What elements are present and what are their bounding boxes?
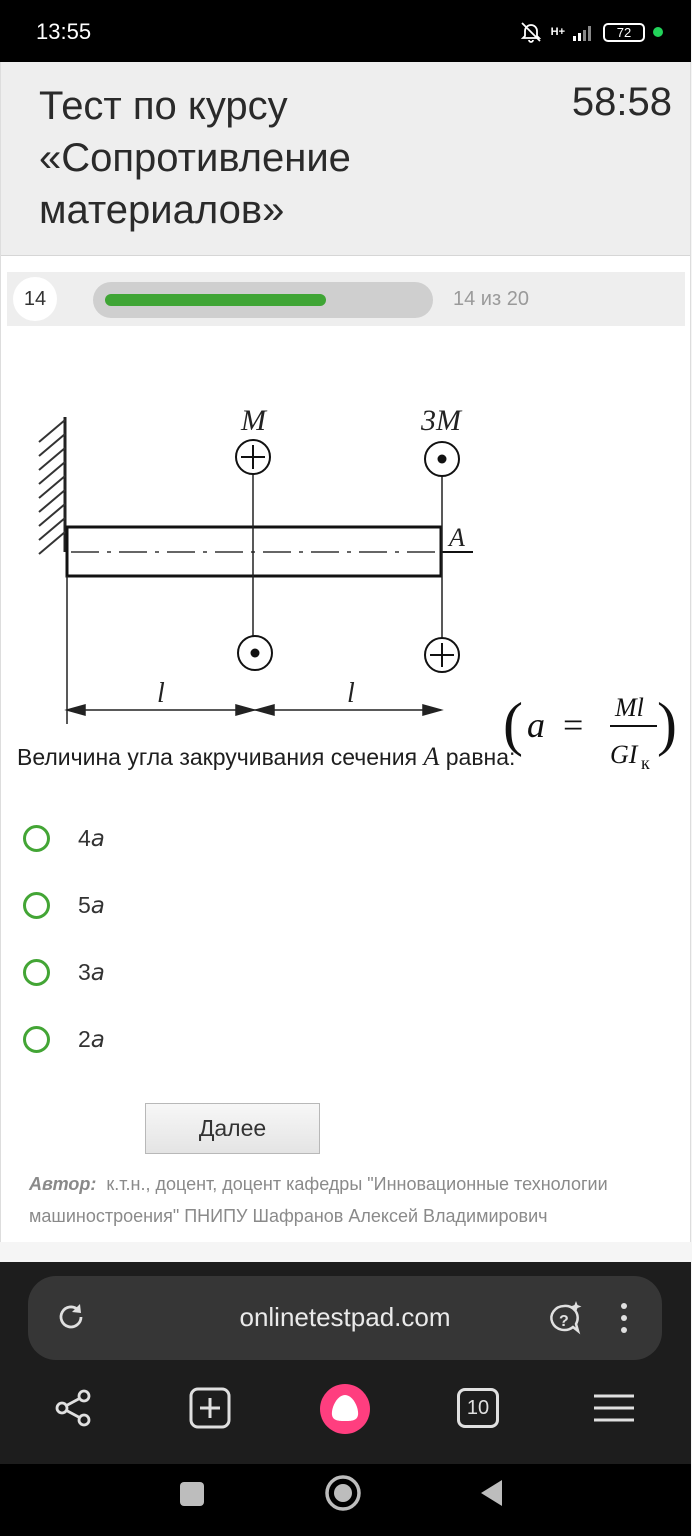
- radio-button[interactable]: [23, 825, 50, 852]
- status-bar: [0, 0, 691, 62]
- privacy-indicator-icon: [653, 27, 663, 37]
- url-text[interactable]: onlinetestpad.com: [239, 1302, 451, 1332]
- test-page: [0, 62, 691, 1242]
- home-icon[interactable]: [324, 1474, 362, 1512]
- label-length-left: l: [157, 678, 165, 709]
- progress-fill: [105, 294, 326, 306]
- svg-text:): ): [657, 691, 677, 757]
- status-time: 13:55: [36, 19, 92, 44]
- progress-row: [7, 272, 685, 326]
- answer-option-3[interactable]: [23, 952, 105, 992]
- countdown-timer: 58:58: [571, 80, 672, 124]
- label-moment-m: M: [241, 404, 266, 437]
- alice-assistant-icon[interactable]: [318, 1382, 372, 1436]
- reaction-into-page-icon: [425, 638, 459, 672]
- answer-option-4[interactable]: [23, 1019, 105, 1059]
- answer-label: 2a: [78, 1025, 105, 1053]
- share-icon[interactable]: [52, 1386, 96, 1430]
- ai-assistant-icon[interactable]: [544, 1298, 584, 1338]
- svg-text:GI: GI: [610, 740, 638, 769]
- title-line-3: материалов»: [39, 188, 285, 232]
- hamburger-menu-icon[interactable]: [592, 1386, 636, 1430]
- svg-text:(: (: [503, 691, 523, 757]
- more-menu-icon[interactable]: [614, 1300, 634, 1336]
- answer-label: 5a: [78, 891, 105, 919]
- svg-text:Ml: Ml: [615, 693, 644, 722]
- author-text: к.т.н., доцент, доцент кафедры "Инновационные технологии машиностроения" ПНИПУ Шафранов Алексей Владимирович: [29, 1174, 608, 1226]
- radio-button[interactable]: [23, 959, 50, 986]
- label-moment-3m: 3M: [421, 404, 461, 437]
- address-bar[interactable]: [28, 1276, 662, 1360]
- title-line-2: «Сопротивление: [39, 136, 351, 180]
- author-label: Автор:: [29, 1174, 97, 1194]
- next-button[interactable]: Далее: [145, 1103, 320, 1154]
- formula-definition: [503, 691, 677, 773]
- status-icons: [519, 18, 663, 46]
- bell-muted-icon: [519, 20, 543, 44]
- title-line-1: Тест по курсу: [39, 84, 288, 128]
- svg-text:a: a: [527, 705, 545, 745]
- question-var: A: [423, 742, 440, 771]
- question-text: Величина угла закручивания сечения A равна:: [17, 742, 516, 771]
- answer-label: 3a: [78, 958, 105, 986]
- answer-label: 4a: [78, 824, 105, 852]
- progress-counter: 14 из 20: [453, 288, 529, 310]
- svg-text:к: к: [641, 753, 650, 773]
- author-info: [29, 1168, 669, 1232]
- label-length-right: l: [347, 678, 355, 709]
- moment-into-page-icon: [236, 440, 270, 474]
- radio-button[interactable]: [23, 1026, 50, 1053]
- battery-icon: 72: [603, 23, 645, 42]
- answer-option-1[interactable]: [23, 818, 105, 858]
- test-title: [39, 80, 479, 236]
- system-nav-bar: [0, 1464, 691, 1536]
- test-header: [1, 62, 690, 256]
- moment-out-of-page-icon: [425, 442, 459, 476]
- radio-button[interactable]: [23, 892, 50, 919]
- answer-option-2[interactable]: [23, 885, 105, 925]
- label-section-a: A: [449, 523, 465, 552]
- signal-icon: [573, 23, 595, 41]
- svg-text:?: ?: [559, 1313, 569, 1330]
- recents-icon[interactable]: [178, 1480, 206, 1508]
- question-number-badge: 14: [13, 277, 57, 321]
- svg-text:=: =: [563, 705, 584, 745]
- back-icon[interactable]: [478, 1478, 506, 1508]
- reaction-out-of-page-icon: [238, 636, 272, 670]
- network-type-icon: H+: [550, 25, 565, 38]
- new-tab-icon[interactable]: [188, 1386, 232, 1430]
- progress-bar: [93, 282, 433, 318]
- tabs-count-icon[interactable]: 10: [457, 1388, 499, 1428]
- wall-fixed-support: [39, 417, 65, 554]
